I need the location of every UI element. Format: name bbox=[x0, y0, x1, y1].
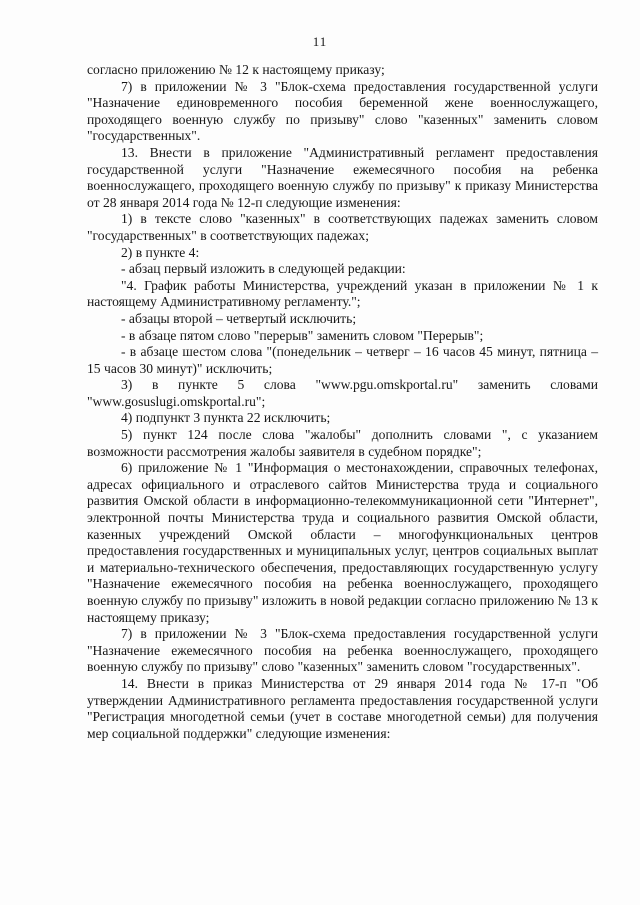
paragraph-item-2-sub-3: - в абзаце пятом слово "перерыв" заменить словом "Перерыв"; bbox=[121, 327, 484, 343]
paragraph-item-3: 3) в пункте 5 слова "www.pgu.omskportal.ru" заменить словами "www.gosuslugi.omskportal.ru"; bbox=[87, 377, 598, 409]
paragraph-item-1: 1) в тексте слово "казенных" в соответствующих падежах заменить словом "государственных" в соответствующих падежах; bbox=[87, 211, 598, 243]
paragraph-item-7-first: 7) в приложении № 3 "Блок-схема предоставления государственной услуги "Назначение единовременного пособия беременной жене военнослужащего, проходящего военную службу по призыву" слово "казенных" заменить словом "государственных". bbox=[87, 78, 598, 144]
paragraph-continuation: согласно приложению № 12 к настоящему приказу; bbox=[87, 62, 385, 77]
paragraph-item-6: 6) приложение № 1 "Информация о местонахождении, справочных телефонах, адресах официального и отраслевого сайтов Министерства труда и социального развития Омской области в информационно-телекоммуникационной сети "Интернет", электронной почты Министерства труда и социального развития Омской области, казенных учреждений Омской области – многофункциональных центров предоставления государственных и муниципальных услуг, центров социальных выплат и материально-технического обеспечения, предоставляющих государственную услугу "Назначение ежемесячного пособия на ребенка военнослужащего, проходящего военную службу по призыву" изложить в новой редакции согласно приложению № 13 к настоящему приказу; bbox=[87, 460, 598, 625]
paragraph-item-2-sub-4: - в абзаце шестом слова "(понедельник – четверг – 16 часов 45 минут, пятница – 15 часов 30 минут)" исключить; bbox=[87, 344, 598, 376]
paragraph-quoted-point-4: "4. График работы Министерства, учреждений указан в приложении № 1 к настоящему Административному регламенту."; bbox=[87, 277, 598, 310]
paragraph-item-2: 2) в пункте 4: bbox=[121, 244, 200, 260]
paragraph-item-4: 4) подпункт 3 пункта 22 исключить; bbox=[121, 410, 331, 426]
paragraph-section-14: 14. Внести в приказ Министерства от 29 января 2014 года № 17-п "Об утверждении Административного регламента предоставления государственной услуги "Регистрация многодетной семьи (учет в составе многодетной семьи) для получения мер социальной поддержки" следующие изменения: bbox=[87, 675, 598, 741]
paragraph-section-13: 13. Внести в приложение "Административный регламент предоставления государственной услуги "Назначение ежемесячного пособия на ребенка военнослужащего, проходящего военную службу по призыву" к приказу Министерства от 28 января 2014 года № 12-п следующие изменения: bbox=[87, 144, 598, 210]
paragraph-item-5: 5) пункт 124 после слова "жалобы" дополнить словами ", с указанием возможности рассмотрения жалобы заявителя в судебном порядке"; bbox=[87, 427, 598, 459]
paragraph-item-2-sub-2: - абзацы второй – четвертый исключить; bbox=[121, 310, 357, 326]
paragraph-item-2-sub-1: - абзац первый изложить в следующей редакции: bbox=[121, 261, 406, 277]
paragraph-item-7-second: 7) в приложении № 3 "Блок-схема предоставления государственной услуги "Назначение ежемесячного пособия на ребенка военнослужащего, проходящего военную службу по призыву" слово "казенных" заменить словом "государственных". bbox=[87, 626, 598, 675]
document-body bbox=[87, 62, 598, 742]
page-number: 11 bbox=[312, 34, 328, 49]
